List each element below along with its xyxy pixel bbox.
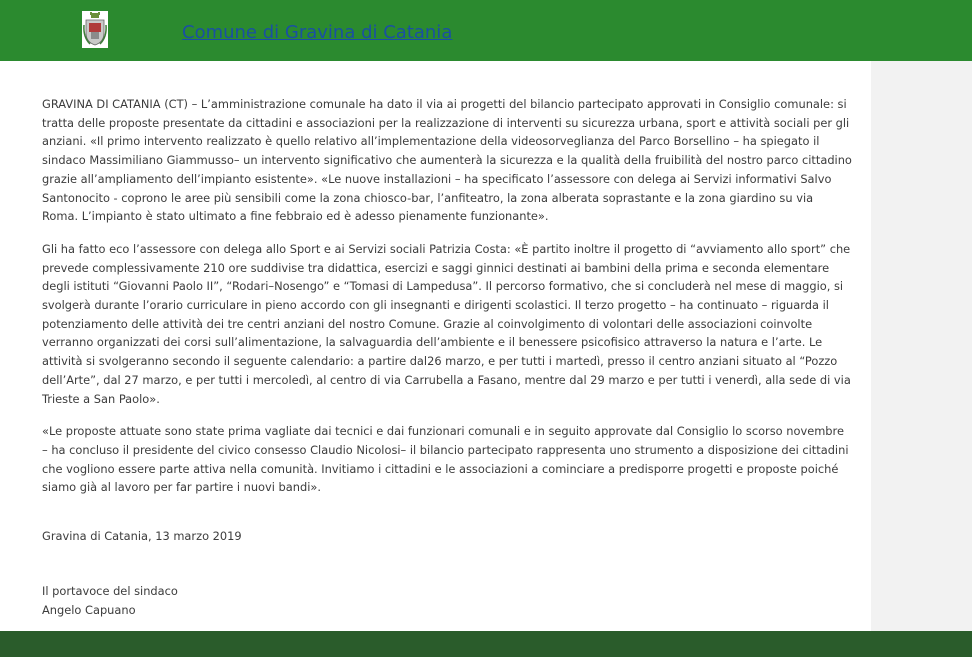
article-paragraph: Gli ha fatto eco l’assessore con delega allo Sport e ai Servizi sociali Patrizia Costa: «È partito inoltre il progetto di “avviamento allo sport” che prevede complessivamente 210 ore suddivise tra didattica, esercizi e saggi ginnici destinati ai bambini della prima e seconda elementare degli istituti “Giovanni Paolo II”, “Rodari–Nosengo” e “Tomasi di Lampedusa”. Il percorso formativo, che si concluderà nel mese di maggio, si svolgerà durante l’orario curriculare in pieno accordo con gli insegnanti e dirigenti scolastici. Il terzo progetto – ha continuato – riguarda il potenziamento delle attività dei tre centri anziani del nostro Comune. Grazie al coinvolgimento di volontari delle associazioni coinvolte verranno organizzati dei corsi sull’alimentazione, la salvaguardia dell’ambiente e il benessere psicofisico attraverso la natura e l’arte. Le attività si svolgeranno secondo il seguente calendario: a partire dal26 marzo, e per tutti i martedì, presso il centro anziani situato al “Pozzo dell’Arte”, dal 27 marzo, e per tutti i mercoledì, al centro di via Carrubella a Fasano, mentre dal 29 marzo e per tutti i venerdì, alla sede di via Trieste a San Paolo». — [42, 241, 851, 406]
article-signature — [42, 582, 852, 620]
municipal-crest-icon[interactable] — [82, 11, 108, 48]
site-footer — [0, 631, 972, 657]
site-header — [0, 0, 972, 61]
signature-name: Angelo Capuano — [42, 602, 136, 617]
signature-role: Il portavoce del sindaco — [42, 583, 178, 598]
article-paragraph: «Le proposte attuate sono state prima vagliate dai tecnici e dai funzionari comunali e in seguito approvate dal Consiglio lo scorso novembre – ha concluso il presidente del civico consesso Claudio Nicolosi– il bilancio partecipato rappresenta uno strumento a disposizione dei cittadini che vogliono essere parte attiva nella comunità. Invitiamo i cittadini e le associazioni a cominciare a predisporre progetti e proposte poiché siamo già al lavoro per far partire i nuovi bandi». — [42, 424, 849, 495]
right-sidebar — [871, 61, 972, 631]
article-dateline: Gravina di Catania, 13 marzo 2019 — [42, 529, 242, 544]
site-home-link[interactable]: Comune di Gravina di Catania — [182, 22, 453, 43]
article-body — [42, 95, 852, 620]
article-paragraph: GRAVINA DI CATANIA (CT) – L’amministrazione comunale ha dato il via ai progetti del bilancio partecipato approvati in Consiglio comunale: si tratta delle proposte presentate da cittadini e associazioni per la realizzazione di interventi su sicurezza urbana, sport e attività sociali per gli anziani. «Il primo intervento realizzato è quello relativo all’implementazione della videosorveglianza del Parco Borsellino – ha spiegato il sindaco Massimiliano Giammusso– un intervento significativo che aumenterà la sicurezza e la qualità della fruibilità del nostro parco cittadino grazie all’ampliamento dell’impianto esistente». «Le nuove installazioni – ha specificato l’assessore con delega ai Servizi informativi Salvo Santonocito - coprono le aree più sensibili come la zona chiosco-bar, l’anfiteatro, la zona alberata soprastante e la zona giardino su via Roma. L’impianto è stato ultimato a fine febbraio ed è adesso pienamente funzionante». — [42, 97, 852, 224]
